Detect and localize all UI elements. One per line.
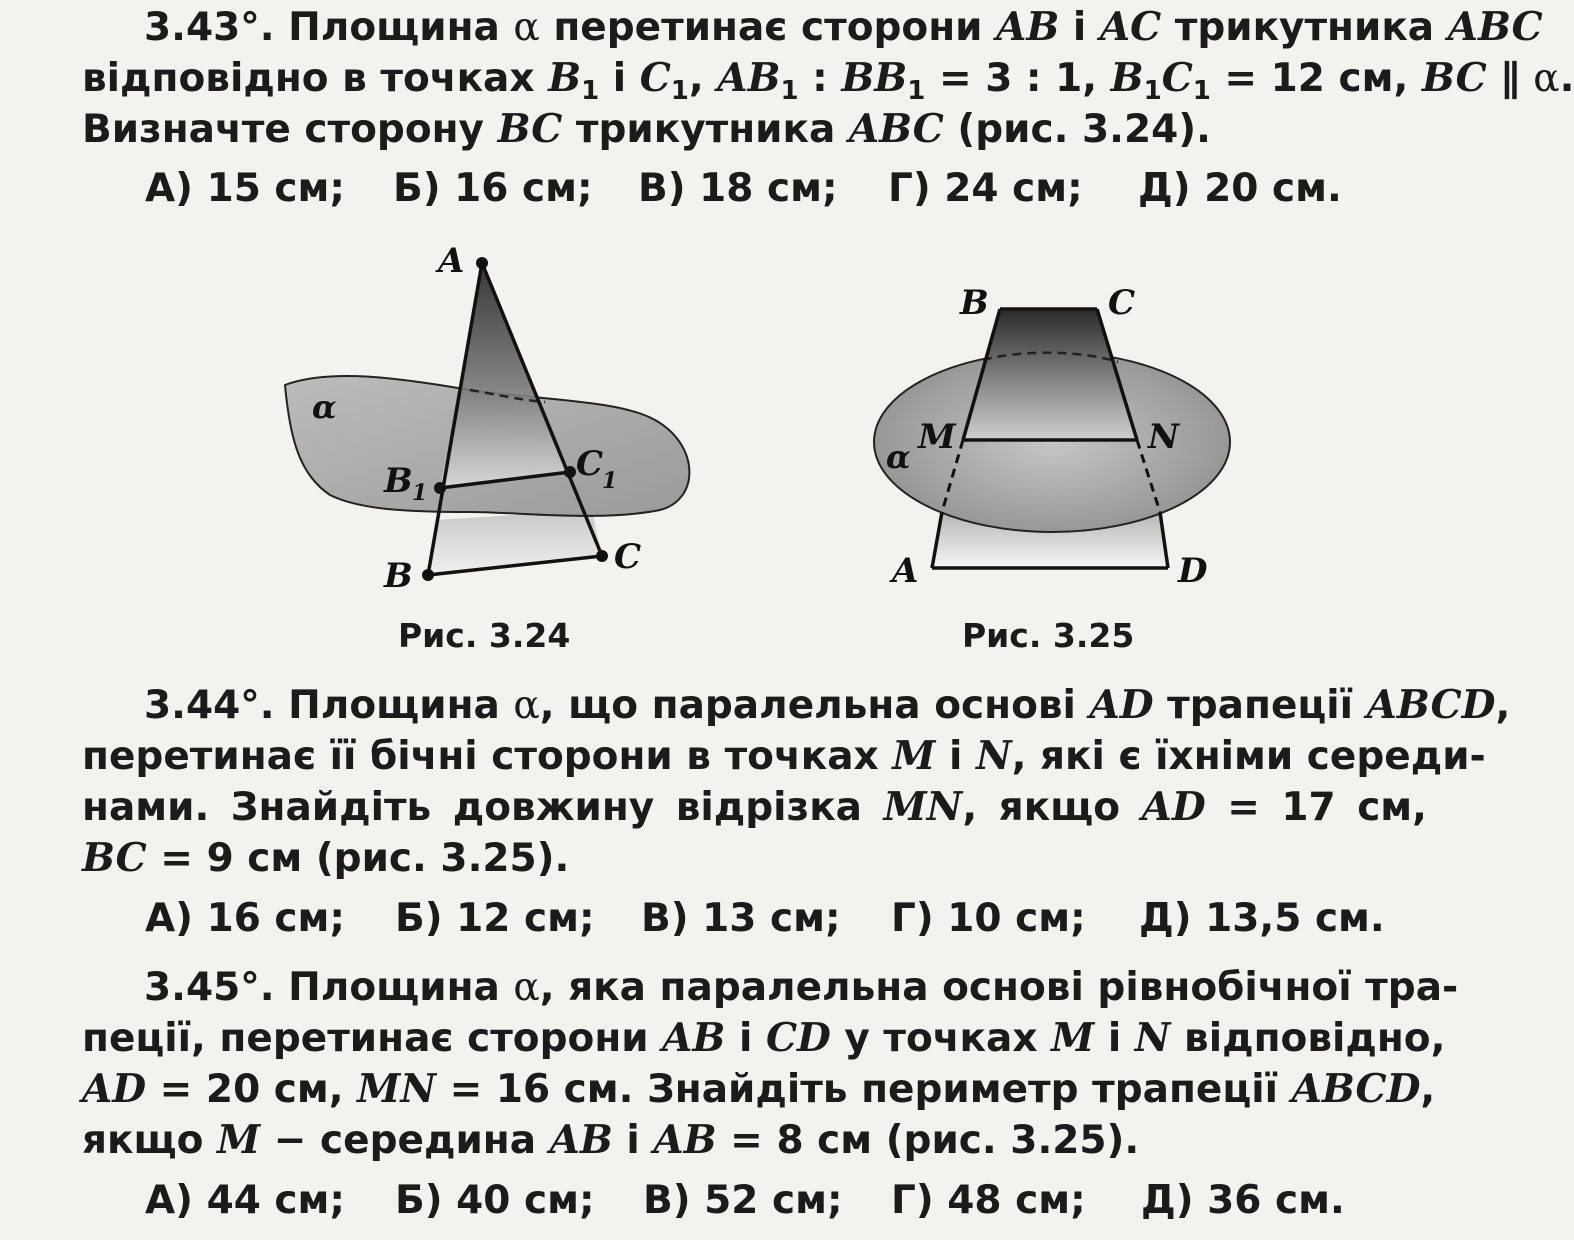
math-var: BB	[841, 55, 908, 101]
answer-option: Г) 48 см;	[891, 1178, 1086, 1223]
math-var: BC	[497, 106, 563, 152]
text: ,	[688, 56, 718, 101]
math-var: ABC	[1447, 4, 1543, 50]
answer-option: Б) 12 см;	[395, 896, 595, 941]
math-var: BC	[82, 835, 147, 881]
text: Визначте сторону	[82, 107, 498, 152]
label-b1: B	[384, 461, 413, 501]
label-b1-subscript: 1	[412, 480, 428, 506]
math-var: AD	[1089, 682, 1154, 728]
text: , якщо	[962, 785, 1142, 830]
answer-option: В) 13 см;	[641, 896, 841, 941]
math-var: AD	[1141, 784, 1206, 830]
text: і	[612, 1118, 654, 1163]
text: = 12 см,	[1210, 56, 1422, 101]
math-var: AB	[662, 1015, 726, 1061]
text: нами. Знайдіть довжину відрізка	[82, 785, 884, 830]
math-var: AB	[996, 4, 1060, 50]
text: якщо	[82, 1118, 217, 1163]
text: Площина	[288, 683, 514, 728]
problem-line	[82, 782, 1427, 833]
text: ∥	[1486, 56, 1534, 101]
math-var: M	[217, 1117, 261, 1163]
point-b	[422, 569, 434, 581]
text: Площина	[288, 965, 514, 1010]
math-var: CD	[765, 1015, 831, 1061]
problem-number: 3.44°.	[144, 683, 275, 728]
text: .	[1559, 56, 1574, 101]
problem-number: 3.43°.	[144, 5, 275, 50]
problem-3-44	[82, 680, 1511, 884]
math-var: ABC	[848, 106, 944, 152]
text: і	[599, 56, 640, 101]
math-var: AC	[1099, 4, 1162, 50]
answer-option: В) 52 см;	[643, 1178, 843, 1223]
problem-line	[82, 833, 1427, 884]
problem-line	[82, 731, 1486, 782]
text: = 9 см (рис. 3.25).	[146, 836, 570, 881]
text: трапеції	[1153, 683, 1367, 728]
text: відповідно в точках	[82, 56, 549, 101]
problem-line	[82, 53, 1574, 106]
alpha-symbol: α	[513, 965, 540, 1010]
problem-line	[82, 1013, 1446, 1064]
problem-number: 3.45°.	[144, 965, 275, 1010]
text: = 8 см (рис. 3.25).	[716, 1118, 1140, 1163]
label-a: A	[892, 551, 919, 591]
alpha-symbol: α	[513, 5, 540, 50]
answer-option: Д) 36 см.	[1141, 1178, 1345, 1223]
math-var: MN	[883, 784, 963, 830]
text: Площина	[288, 5, 514, 50]
label-b: B	[384, 556, 413, 596]
problem-line	[82, 2, 1543, 53]
answer-option: Г) 10 см;	[891, 896, 1086, 941]
answer-option: Б) 16 см;	[393, 166, 593, 211]
math-var: C	[639, 55, 671, 101]
text: :	[798, 56, 842, 101]
math-var: AB	[717, 55, 781, 101]
math-var: BC	[1421, 55, 1487, 101]
trapezoid-upper-part	[963, 309, 1137, 440]
answer-option: А) 44 см;	[145, 1178, 346, 1223]
text: ,	[1495, 683, 1511, 728]
label-c: C	[1108, 283, 1136, 323]
text: = 16 см. Знайдіть периметр трапеції	[436, 1067, 1292, 1112]
subscript: 1	[1143, 76, 1162, 106]
text: у точках	[830, 1016, 1052, 1061]
figure-caption: Рис. 3.24	[398, 616, 571, 655]
answer-option: Д) 13,5 см.	[1139, 896, 1385, 941]
label-m: M	[918, 417, 956, 457]
point-a	[476, 257, 488, 269]
problem-3-43	[82, 2, 1574, 155]
math-var: B	[548, 55, 582, 101]
text: (рис. 3.24).	[943, 107, 1211, 152]
label-n: N	[1148, 417, 1180, 457]
alpha-symbol: α	[1533, 56, 1560, 101]
text: перетинає її бічні сторони в точках	[82, 734, 893, 779]
text: відповідно,	[1170, 1016, 1446, 1061]
label-c1: C	[576, 444, 604, 484]
text: трикутника	[562, 107, 849, 152]
math-var: AD	[82, 1066, 147, 1112]
text: і	[1059, 5, 1100, 50]
subscript: 1	[907, 76, 926, 106]
label-alpha: α	[312, 388, 337, 426]
math-var: C	[1161, 55, 1193, 101]
math-var: AB	[549, 1117, 613, 1163]
point-b1	[434, 482, 446, 494]
problem-line	[82, 1115, 1427, 1166]
text: і	[1094, 1016, 1135, 1061]
label-c: C	[614, 537, 642, 577]
figure-3-25	[860, 240, 1240, 600]
label-b: B	[960, 283, 989, 323]
subscript: 1	[670, 76, 689, 106]
text: = 17 см,	[1205, 785, 1427, 830]
text: − середина	[260, 1118, 550, 1163]
point-c1	[564, 466, 576, 478]
math-var: B	[1110, 55, 1144, 101]
text: , що паралельна основі	[539, 683, 1090, 728]
math-var: N	[1134, 1015, 1171, 1061]
math-var: ABCD	[1291, 1066, 1421, 1112]
text: трикутника	[1161, 5, 1448, 50]
label-alpha: α	[886, 438, 911, 476]
text: , які є їхніми середи-	[1011, 734, 1486, 779]
answer-option: А) 15 см;	[145, 166, 346, 211]
answer-option: В) 18 см;	[638, 166, 838, 211]
answer-option: Г) 24 см;	[888, 166, 1083, 211]
math-var: N	[975, 733, 1012, 779]
problem-line	[82, 962, 1459, 1013]
math-var: AB	[653, 1117, 717, 1163]
text: = 3 : 1,	[925, 56, 1111, 101]
label-a: A	[438, 241, 465, 281]
text: ,	[1420, 1067, 1436, 1112]
answer-option: Д) 20 см.	[1138, 166, 1342, 211]
subscript: 1	[780, 76, 799, 106]
math-var: M	[1051, 1015, 1095, 1061]
figure-caption: Рис. 3.25	[962, 616, 1135, 655]
math-var: MN	[357, 1066, 436, 1112]
label-c1-subscript: 1	[602, 468, 618, 494]
text: = 20 см,	[146, 1067, 358, 1112]
problem-3-45	[82, 962, 1459, 1166]
text: і	[935, 734, 976, 779]
label-d: D	[1178, 551, 1208, 591]
subscript: 1	[1192, 76, 1211, 106]
answer-option: А) 16 см;	[145, 896, 346, 941]
triangle-upper-part	[440, 263, 570, 488]
problem-line	[82, 680, 1511, 731]
answer-option: Б) 40 см;	[395, 1178, 595, 1223]
text: пеції, перетинає сторони	[82, 1016, 663, 1061]
text: , яка паралельна основі рівнобічної тра-	[539, 965, 1459, 1010]
text: і	[725, 1016, 766, 1061]
point-c	[596, 550, 608, 562]
alpha-symbol: α	[513, 683, 540, 728]
subscript: 1	[581, 76, 600, 106]
math-var: ABCD	[1366, 682, 1496, 728]
text: перетинає сторони	[539, 5, 997, 50]
math-var: M	[892, 733, 936, 779]
problem-line	[82, 104, 1427, 155]
figure-3-24	[270, 240, 710, 600]
problem-line	[82, 1064, 1436, 1115]
